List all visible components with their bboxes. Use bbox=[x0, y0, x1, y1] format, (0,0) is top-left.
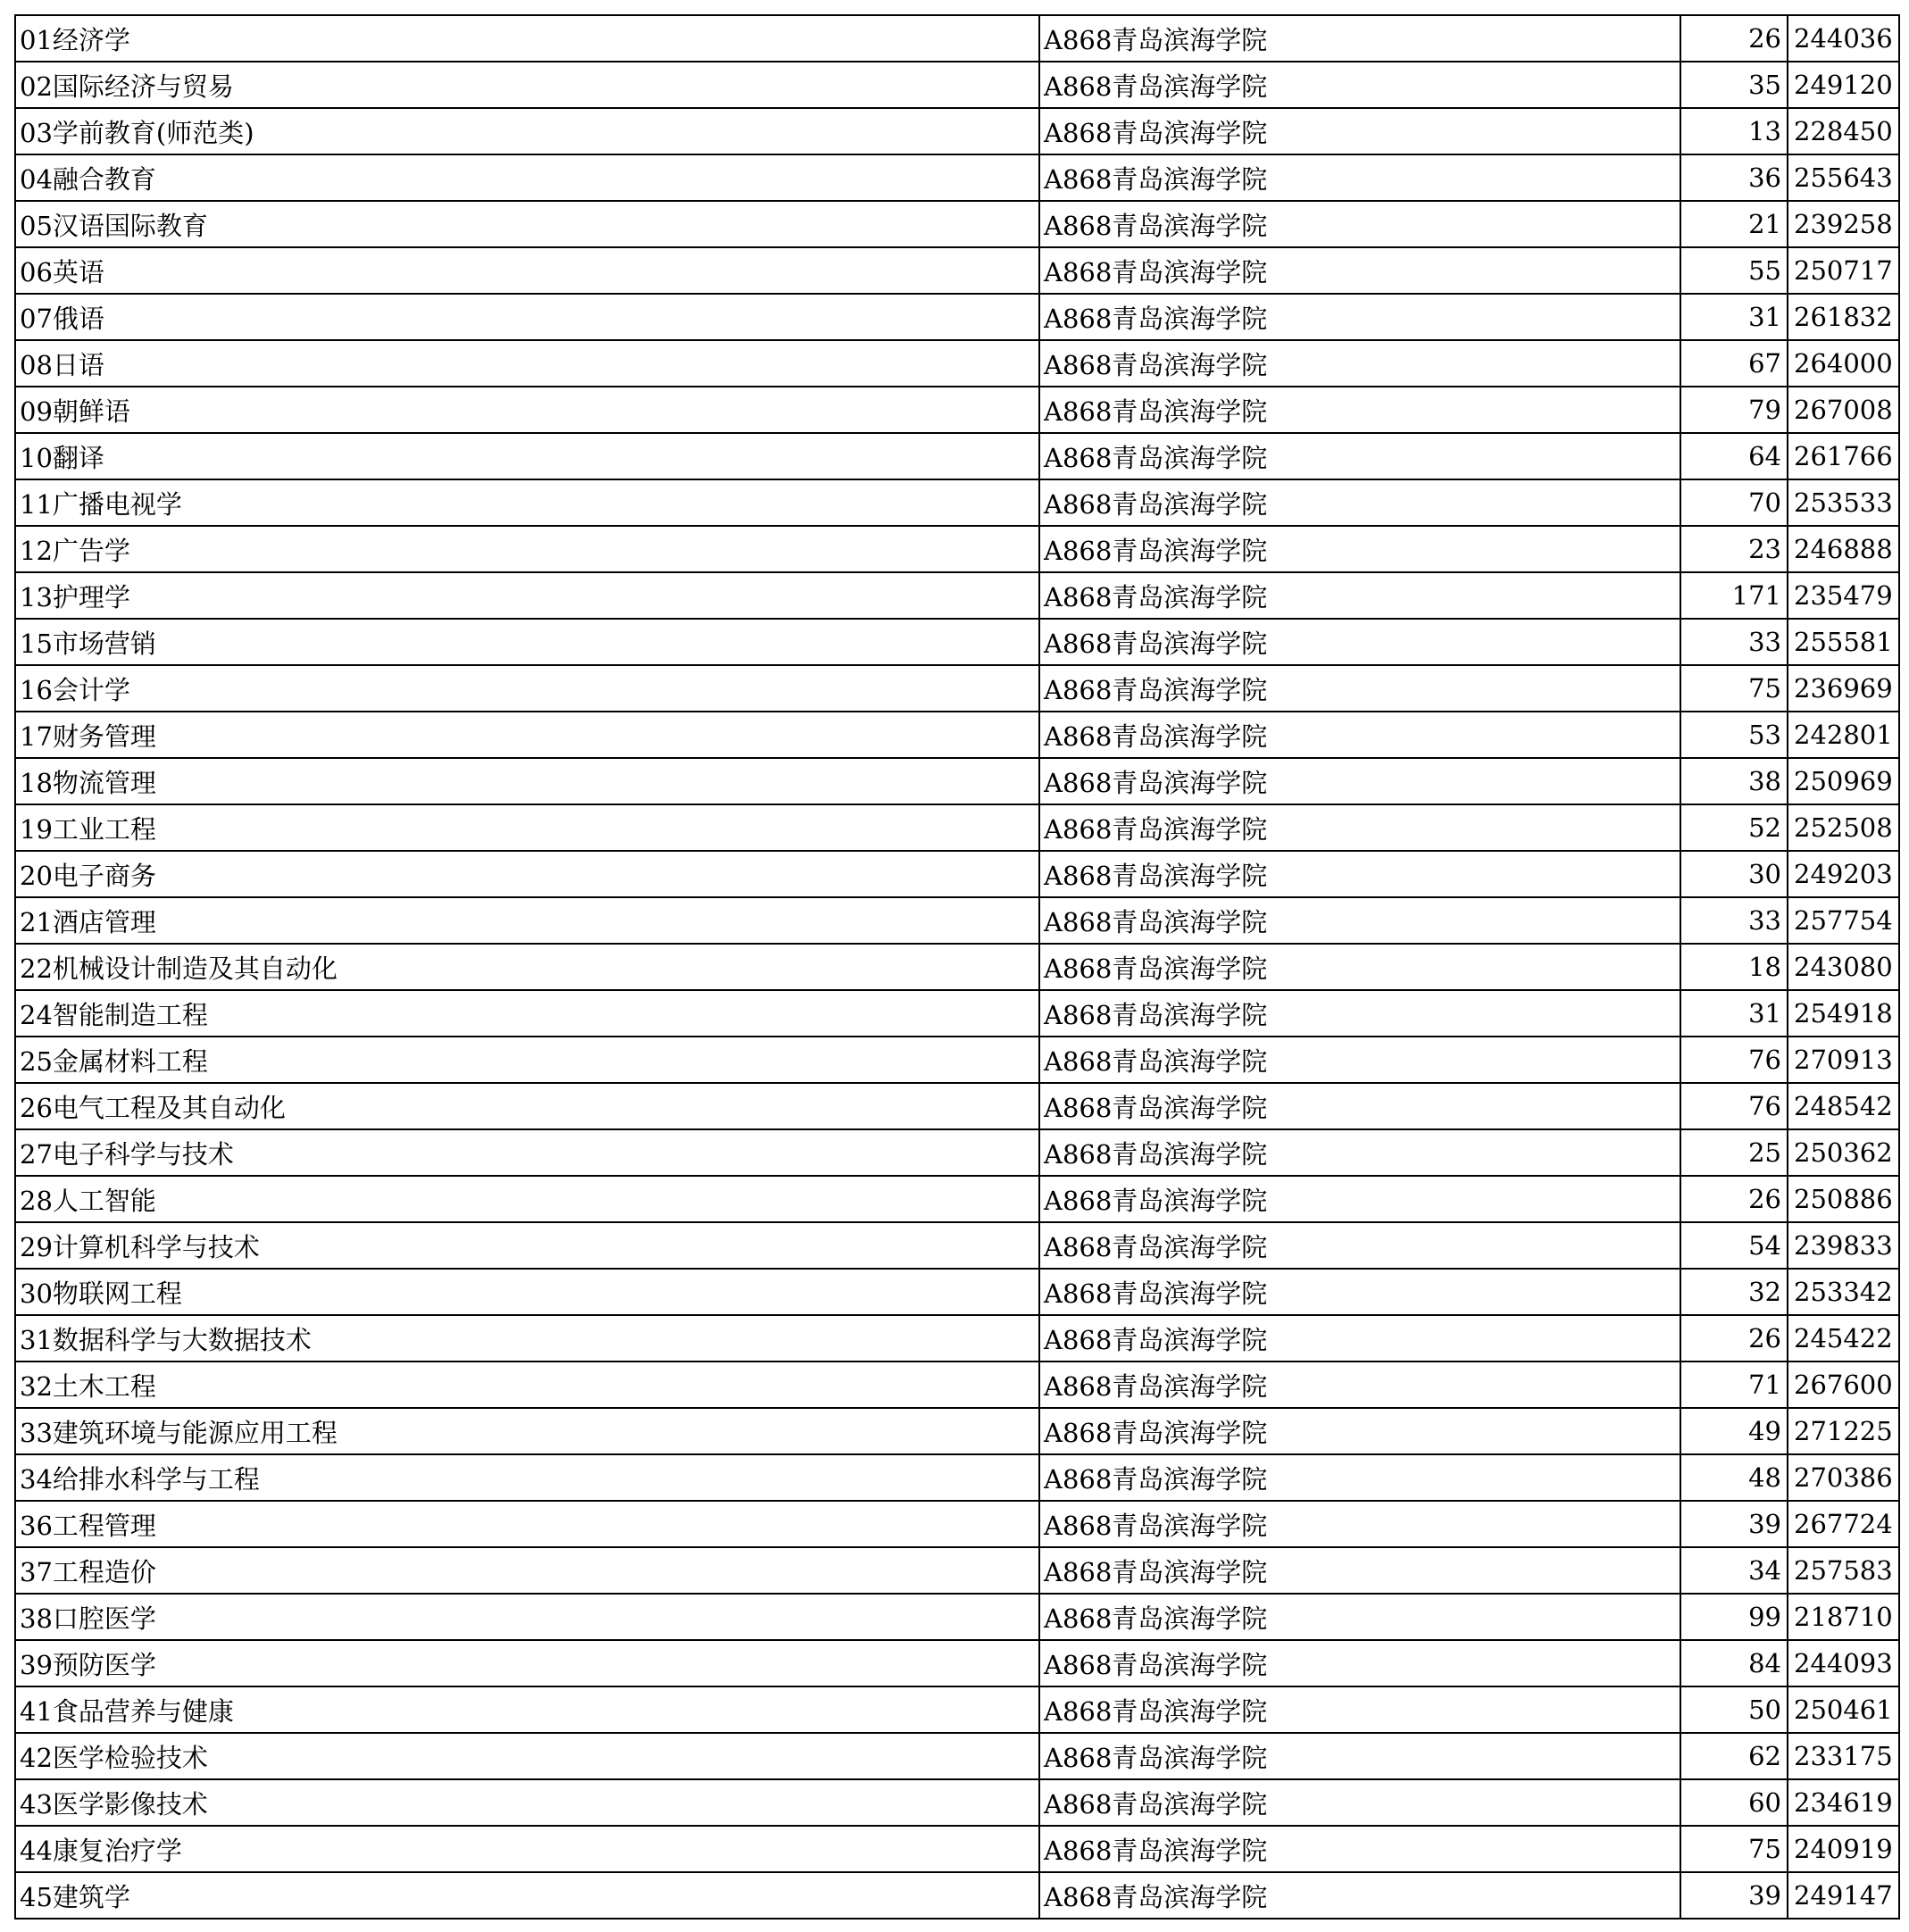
table-row bbox=[15, 1129, 1899, 1176]
count-cell: 60 bbox=[1680, 1779, 1788, 1826]
major-cell: 08日语 bbox=[15, 340, 1039, 387]
table-row bbox=[15, 154, 1899, 201]
major-cell: 19工业工程 bbox=[15, 804, 1039, 851]
school-cell: A868青岛滨海学院 bbox=[1039, 1037, 1680, 1083]
major-cell: 21酒店管理 bbox=[15, 897, 1039, 944]
rank-cell: 267724 bbox=[1788, 1501, 1899, 1547]
school-cell: A868青岛滨海学院 bbox=[1039, 1454, 1680, 1501]
school-cell: A868青岛滨海学院 bbox=[1039, 572, 1680, 619]
major-cell: 30物联网工程 bbox=[15, 1269, 1039, 1315]
school-cell: A868青岛滨海学院 bbox=[1039, 990, 1680, 1037]
school-cell: A868青岛滨海学院 bbox=[1039, 526, 1680, 572]
count-cell: 21 bbox=[1680, 201, 1788, 247]
table-row bbox=[15, 201, 1899, 247]
school-cell: A868青岛滨海学院 bbox=[1039, 1362, 1680, 1408]
count-cell: 75 bbox=[1680, 665, 1788, 712]
count-cell: 31 bbox=[1680, 990, 1788, 1037]
rank-cell: 250717 bbox=[1788, 247, 1899, 294]
table-row bbox=[15, 1547, 1899, 1594]
school-cell: A868青岛滨海学院 bbox=[1039, 1547, 1680, 1594]
table-row bbox=[15, 804, 1899, 851]
school-cell: A868青岛滨海学院 bbox=[1039, 340, 1680, 387]
rank-cell: 244093 bbox=[1788, 1640, 1899, 1686]
major-cell: 42医学检验技术 bbox=[15, 1733, 1039, 1779]
rank-cell: 249203 bbox=[1788, 851, 1899, 897]
major-cell: 39预防医学 bbox=[15, 1640, 1039, 1686]
school-cell: A868青岛滨海学院 bbox=[1039, 1408, 1680, 1454]
school-cell: A868青岛滨海学院 bbox=[1039, 15, 1680, 62]
table-row bbox=[15, 1408, 1899, 1454]
count-cell: 33 bbox=[1680, 897, 1788, 944]
table-row bbox=[15, 1454, 1899, 1501]
count-cell: 55 bbox=[1680, 247, 1788, 294]
school-cell: A868青岛滨海学院 bbox=[1039, 433, 1680, 479]
count-cell: 76 bbox=[1680, 1083, 1788, 1129]
school-cell: A868青岛滨海学院 bbox=[1039, 247, 1680, 294]
school-cell: A868青岛滨海学院 bbox=[1039, 897, 1680, 944]
table-row bbox=[15, 15, 1899, 62]
count-cell: 76 bbox=[1680, 1037, 1788, 1083]
table-row bbox=[15, 1779, 1899, 1826]
school-cell: A868青岛滨海学院 bbox=[1039, 154, 1680, 201]
school-cell: A868青岛滨海学院 bbox=[1039, 1315, 1680, 1362]
major-cell: 36工程管理 bbox=[15, 1501, 1039, 1547]
table-row bbox=[15, 1872, 1899, 1919]
rank-cell: 243080 bbox=[1788, 944, 1899, 990]
rank-cell: 270913 bbox=[1788, 1037, 1899, 1083]
major-cell: 11广播电视学 bbox=[15, 479, 1039, 526]
count-cell: 171 bbox=[1680, 572, 1788, 619]
count-cell: 52 bbox=[1680, 804, 1788, 851]
major-cell: 03学前教育(师范类) bbox=[15, 108, 1039, 154]
rank-cell: 267600 bbox=[1788, 1362, 1899, 1408]
count-cell: 35 bbox=[1680, 62, 1788, 108]
school-cell: A868青岛滨海学院 bbox=[1039, 201, 1680, 247]
count-cell: 34 bbox=[1680, 1547, 1788, 1594]
count-cell: 39 bbox=[1680, 1872, 1788, 1919]
table-row bbox=[15, 479, 1899, 526]
school-cell: A868青岛滨海学院 bbox=[1039, 1733, 1680, 1779]
count-cell: 31 bbox=[1680, 294, 1788, 340]
count-cell: 26 bbox=[1680, 1315, 1788, 1362]
school-cell: A868青岛滨海学院 bbox=[1039, 804, 1680, 851]
rank-cell: 267008 bbox=[1788, 387, 1899, 433]
table-row bbox=[15, 1222, 1899, 1269]
table-row bbox=[15, 1686, 1899, 1733]
count-cell: 25 bbox=[1680, 1129, 1788, 1176]
count-cell: 38 bbox=[1680, 758, 1788, 804]
school-cell: A868青岛滨海学院 bbox=[1039, 1872, 1680, 1919]
table-row bbox=[15, 247, 1899, 294]
rank-cell: 244036 bbox=[1788, 15, 1899, 62]
table-row bbox=[15, 1826, 1899, 1872]
major-cell: 16会计学 bbox=[15, 665, 1039, 712]
school-cell: A868青岛滨海学院 bbox=[1039, 108, 1680, 154]
major-cell: 04融合教育 bbox=[15, 154, 1039, 201]
school-cell: A868青岛滨海学院 bbox=[1039, 1826, 1680, 1872]
major-cell: 32土木工程 bbox=[15, 1362, 1039, 1408]
school-cell: A868青岛滨海学院 bbox=[1039, 387, 1680, 433]
count-cell: 99 bbox=[1680, 1594, 1788, 1640]
school-cell: A868青岛滨海学院 bbox=[1039, 712, 1680, 758]
rank-cell: 235479 bbox=[1788, 572, 1899, 619]
table-row bbox=[15, 1315, 1899, 1362]
count-cell: 26 bbox=[1680, 15, 1788, 62]
rank-cell: 239258 bbox=[1788, 201, 1899, 247]
school-cell: A868青岛滨海学院 bbox=[1039, 1686, 1680, 1733]
count-cell: 32 bbox=[1680, 1269, 1788, 1315]
rank-cell: 270386 bbox=[1788, 1454, 1899, 1501]
school-cell: A868青岛滨海学院 bbox=[1039, 1222, 1680, 1269]
table-row bbox=[15, 387, 1899, 433]
major-cell: 07俄语 bbox=[15, 294, 1039, 340]
school-cell: A868青岛滨海学院 bbox=[1039, 944, 1680, 990]
major-cell: 22机械设计制造及其自动化 bbox=[15, 944, 1039, 990]
count-cell: 23 bbox=[1680, 526, 1788, 572]
count-cell: 67 bbox=[1680, 340, 1788, 387]
rank-cell: 236969 bbox=[1788, 665, 1899, 712]
school-cell: A868青岛滨海学院 bbox=[1039, 758, 1680, 804]
major-cell: 34给排水科学与工程 bbox=[15, 1454, 1039, 1501]
count-cell: 70 bbox=[1680, 479, 1788, 526]
count-cell: 62 bbox=[1680, 1733, 1788, 1779]
rank-cell: 228450 bbox=[1788, 108, 1899, 154]
major-cell: 33建筑环境与能源应用工程 bbox=[15, 1408, 1039, 1454]
school-cell: A868青岛滨海学院 bbox=[1039, 479, 1680, 526]
major-cell: 45建筑学 bbox=[15, 1872, 1039, 1919]
table-row bbox=[15, 1083, 1899, 1129]
rank-cell: 264000 bbox=[1788, 340, 1899, 387]
table-row bbox=[15, 1269, 1899, 1315]
count-cell: 49 bbox=[1680, 1408, 1788, 1454]
major-cell: 06英语 bbox=[15, 247, 1039, 294]
table-row bbox=[15, 851, 1899, 897]
table-row bbox=[15, 1362, 1899, 1408]
school-cell: A868青岛滨海学院 bbox=[1039, 62, 1680, 108]
rank-cell: 249147 bbox=[1788, 1872, 1899, 1919]
rank-cell: 254918 bbox=[1788, 990, 1899, 1037]
school-cell: A868青岛滨海学院 bbox=[1039, 619, 1680, 665]
table-row bbox=[15, 1733, 1899, 1779]
major-cell: 09朝鲜语 bbox=[15, 387, 1039, 433]
major-cell: 05汉语国际教育 bbox=[15, 201, 1039, 247]
school-cell: A868青岛滨海学院 bbox=[1039, 1269, 1680, 1315]
school-cell: A868青岛滨海学院 bbox=[1039, 1083, 1680, 1129]
table-row bbox=[15, 944, 1899, 990]
count-cell: 39 bbox=[1680, 1501, 1788, 1547]
rank-cell: 234619 bbox=[1788, 1779, 1899, 1826]
rank-cell: 257754 bbox=[1788, 897, 1899, 944]
table-row bbox=[15, 526, 1899, 572]
major-cell: 31数据科学与大数据技术 bbox=[15, 1315, 1039, 1362]
major-cell: 15市场营销 bbox=[15, 619, 1039, 665]
count-cell: 26 bbox=[1680, 1176, 1788, 1222]
major-cell: 41食品营养与健康 bbox=[15, 1686, 1039, 1733]
table-row bbox=[15, 1594, 1899, 1640]
rank-cell: 242801 bbox=[1788, 712, 1899, 758]
table-row bbox=[15, 897, 1899, 944]
rank-cell: 240919 bbox=[1788, 1826, 1899, 1872]
table-row bbox=[15, 433, 1899, 479]
major-cell: 29计算机科学与技术 bbox=[15, 1222, 1039, 1269]
count-cell: 33 bbox=[1680, 619, 1788, 665]
school-cell: A868青岛滨海学院 bbox=[1039, 1779, 1680, 1826]
admission-table-body bbox=[15, 15, 1899, 1919]
rank-cell: 250362 bbox=[1788, 1129, 1899, 1176]
table-row bbox=[15, 340, 1899, 387]
rank-cell: 250969 bbox=[1788, 758, 1899, 804]
rank-cell: 261766 bbox=[1788, 433, 1899, 479]
count-cell: 18 bbox=[1680, 944, 1788, 990]
count-cell: 48 bbox=[1680, 1454, 1788, 1501]
admission-table bbox=[14, 14, 1900, 1920]
school-cell: A868青岛滨海学院 bbox=[1039, 1501, 1680, 1547]
school-cell: A868青岛滨海学院 bbox=[1039, 1640, 1680, 1686]
count-cell: 53 bbox=[1680, 712, 1788, 758]
count-cell: 79 bbox=[1680, 387, 1788, 433]
major-cell: 13护理学 bbox=[15, 572, 1039, 619]
rank-cell: 233175 bbox=[1788, 1733, 1899, 1779]
rank-cell: 249120 bbox=[1788, 62, 1899, 108]
count-cell: 54 bbox=[1680, 1222, 1788, 1269]
school-cell: A868青岛滨海学院 bbox=[1039, 1176, 1680, 1222]
rank-cell: 218710 bbox=[1788, 1594, 1899, 1640]
rank-cell: 253533 bbox=[1788, 479, 1899, 526]
table-row bbox=[15, 1640, 1899, 1686]
major-cell: 10翻译 bbox=[15, 433, 1039, 479]
table-row bbox=[15, 990, 1899, 1037]
major-cell: 38口腔医学 bbox=[15, 1594, 1039, 1640]
major-cell: 18物流管理 bbox=[15, 758, 1039, 804]
count-cell: 13 bbox=[1680, 108, 1788, 154]
major-cell: 26电气工程及其自动化 bbox=[15, 1083, 1039, 1129]
rank-cell: 261832 bbox=[1788, 294, 1899, 340]
rank-cell: 245422 bbox=[1788, 1315, 1899, 1362]
school-cell: A868青岛滨海学院 bbox=[1039, 294, 1680, 340]
major-cell: 12广告学 bbox=[15, 526, 1039, 572]
major-cell: 28人工智能 bbox=[15, 1176, 1039, 1222]
school-cell: A868青岛滨海学院 bbox=[1039, 665, 1680, 712]
rank-cell: 255643 bbox=[1788, 154, 1899, 201]
school-cell: A868青岛滨海学院 bbox=[1039, 1129, 1680, 1176]
major-cell: 20电子商务 bbox=[15, 851, 1039, 897]
count-cell: 84 bbox=[1680, 1640, 1788, 1686]
table-row bbox=[15, 712, 1899, 758]
table-row bbox=[15, 1037, 1899, 1083]
count-cell: 36 bbox=[1680, 154, 1788, 201]
rank-cell: 271225 bbox=[1788, 1408, 1899, 1454]
rank-cell: 246888 bbox=[1788, 526, 1899, 572]
rank-cell: 253342 bbox=[1788, 1269, 1899, 1315]
count-cell: 71 bbox=[1680, 1362, 1788, 1408]
major-cell: 25金属材料工程 bbox=[15, 1037, 1039, 1083]
major-cell: 27电子科学与技术 bbox=[15, 1129, 1039, 1176]
rank-cell: 248542 bbox=[1788, 1083, 1899, 1129]
rank-cell: 239833 bbox=[1788, 1222, 1899, 1269]
count-cell: 64 bbox=[1680, 433, 1788, 479]
rank-cell: 250886 bbox=[1788, 1176, 1899, 1222]
major-cell: 02国际经济与贸易 bbox=[15, 62, 1039, 108]
table-row bbox=[15, 758, 1899, 804]
school-cell: A868青岛滨海学院 bbox=[1039, 1594, 1680, 1640]
rank-cell: 255581 bbox=[1788, 619, 1899, 665]
rank-cell: 250461 bbox=[1788, 1686, 1899, 1733]
table-row bbox=[15, 294, 1899, 340]
major-cell: 17财务管理 bbox=[15, 712, 1039, 758]
major-cell: 44康复治疗学 bbox=[15, 1826, 1039, 1872]
rank-cell: 257583 bbox=[1788, 1547, 1899, 1594]
table-row bbox=[15, 572, 1899, 619]
table-row bbox=[15, 108, 1899, 154]
school-cell: A868青岛滨海学院 bbox=[1039, 851, 1680, 897]
table-row bbox=[15, 1176, 1899, 1222]
count-cell: 30 bbox=[1680, 851, 1788, 897]
major-cell: 01经济学 bbox=[15, 15, 1039, 62]
table-row bbox=[15, 619, 1899, 665]
table-row bbox=[15, 1501, 1899, 1547]
major-cell: 43医学影像技术 bbox=[15, 1779, 1039, 1826]
count-cell: 75 bbox=[1680, 1826, 1788, 1872]
major-cell: 37工程造价 bbox=[15, 1547, 1039, 1594]
major-cell: 24智能制造工程 bbox=[15, 990, 1039, 1037]
table-row bbox=[15, 62, 1899, 108]
rank-cell: 252508 bbox=[1788, 804, 1899, 851]
table-row bbox=[15, 665, 1899, 712]
count-cell: 50 bbox=[1680, 1686, 1788, 1733]
